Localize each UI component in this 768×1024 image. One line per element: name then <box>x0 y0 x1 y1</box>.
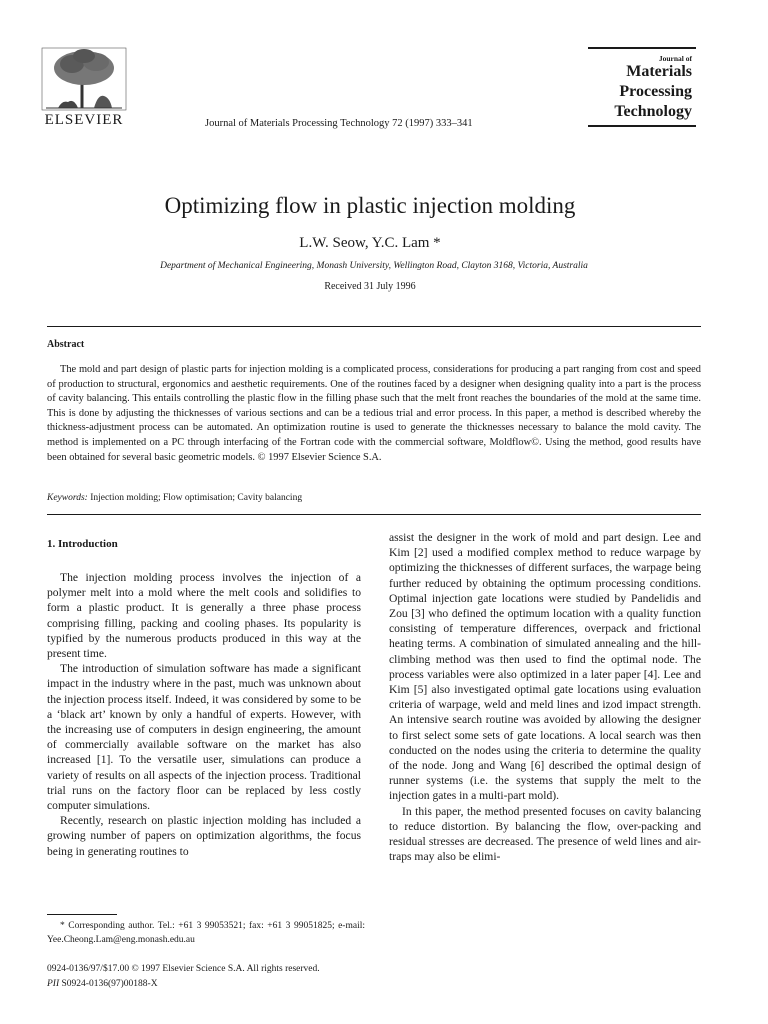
tree-logo-icon <box>38 44 130 114</box>
body-paragraph: The injection molding process involves the injection of a polymer melt into a mold where the melt cools and solidifies to form a plastic product. It is generally a three phase process comprising filling, packing and cooling phases. Its popularity is typified by the numerous products produced in this way at the present time. <box>47 571 361 661</box>
section-heading: 1. Introduction <box>47 538 118 550</box>
masthead-rule-bottom <box>588 125 696 127</box>
abstract-heading: Abstract <box>47 339 85 350</box>
article-authors: L.W. Seow, Y.C. Lam * <box>299 235 441 251</box>
copyright-line: 0924-0136/97/$17.00 © 1997 Elsevier Science S.A. All rights reserved. <box>47 964 320 974</box>
body-paragraph: assist the designer in the work of mold and part design. Lee and Kim [2] used a modified complex method to reduce warpage by optimizing the thicknesses of different surfaces, the warpage being further reduced by obtaining the optimum processing conditions. Optimal injection gate locations were studied by Pandelidis and Zou [3] who defined the optimum location with a quality function consisting of temperature differences, overpack and frictional heating terms. A combination of simulated annealing and the hill-climbing method was then used to find the optimal node. The process variables were also optimized in a later paper [4]. Lee and Kim [5] also investigated optimal gate locations using evaluation criteria of warpage, weld and meld lines and izod impact strength. An intensive search routine was avoided by allowing the designer to first select some sets of gate locations. A local search was then conducted on the nodes using the criteria to determine the quality of the node. Jong and Wang [6] described the optimal design of runner systems (i.e. the systems that supply the melt to the injection gates in a multi-part mold). <box>389 531 701 803</box>
left-column <box>47 570 361 859</box>
footnote-rule <box>47 914 117 915</box>
article-title: Optimizing flow in plastic injection molding <box>164 193 576 218</box>
author-affiliation: Department of Mechanical Engineering, Monash University, Wellington Road, Clayton 3168, Victoria, Australia <box>160 261 588 271</box>
corresponding-author-footnote: * Corresponding author. Tel.: +61 3 99053521; fax: +61 3 99051825; e-mail: Yee.Cheong.Lam@eng.monash.edu.au <box>47 921 365 945</box>
keywords-list: Injection molding; Flow optimisation; Cavity balancing <box>90 493 303 503</box>
journal-name-line: Technology <box>614 103 692 120</box>
pii-label: PII <box>47 979 60 989</box>
body-paragraph: In this paper, the method presented focuses on cavity balancing to reduce distortion. By balancing the flow, over-packing and residual stresses are decreased. The presence of weld lines and air-traps may also be elimi- <box>389 804 701 864</box>
pii-line <box>47 979 158 989</box>
abstract-bottom-rule <box>47 514 701 515</box>
publisher-name: ELSEVIER <box>44 112 124 128</box>
journal-name-line: Materials <box>626 63 692 80</box>
keywords-label: Keywords: <box>47 493 88 503</box>
received-date: Received 31 July 1996 <box>324 281 416 292</box>
pii-value: S0924-0136(97)00188-X <box>61 979 158 989</box>
keywords-line <box>47 493 302 503</box>
abstract-text: The mold and part design of plastic parts for injection molding is a complicated process, considerations for producing a part ranging from cost and speed of production to structural, ergonomics and aesthetic requirements. One of the routines faced by a designer when designing quality into a part is the process of cavity balancing. This entails controlling the plastic flow in the filling phase such that the melt front reaches the boundaries of the mold at the same time. This is done by adjusting the thicknesses of various sections and can be a tedious trial and error process. In this paper, a method is described whereby the thickness-adjustment process can be automated. An optimization routine is used to generate the thicknesses necessary to balance the mold cavity. The method is implemented on a PC through interfacing of the Fortran code with the commercial software, Moldflow©. Using the method, good results have been obtained for several basic geometric models. © 1997 Elsevier Science S.A. <box>47 364 701 463</box>
journal-of-label: Journal of <box>658 54 692 63</box>
journal-name-line: Processing <box>619 83 692 100</box>
abstract-top-rule <box>47 326 701 327</box>
right-column <box>389 530 701 864</box>
journal-masthead <box>588 47 696 127</box>
journal-reference: Journal of Materials Processing Technology 72 (1997) 333–341 <box>205 118 473 129</box>
body-paragraph: The introduction of simulation software has made a significant impact in the industry where in the past, much was unknown about the injection process itself. Indeed, it was considered by some to be a ‘black art’ known by only a handful of experts. However, with the increasing use of computers in design engineering, the amount of commercially available software on the market has also increased [1]. To the versatile user, simulations can produce a variety of results on all aspects of the injection process. Traditional trial runs on the factory floor can be replaced by less costly computer simulations. <box>47 662 361 813</box>
abstract-body <box>47 363 701 465</box>
body-paragraph: Recently, research on plastic injection molding has included a growing number of papers on optimization algorithms, the focus being in generating routines to <box>47 814 361 858</box>
